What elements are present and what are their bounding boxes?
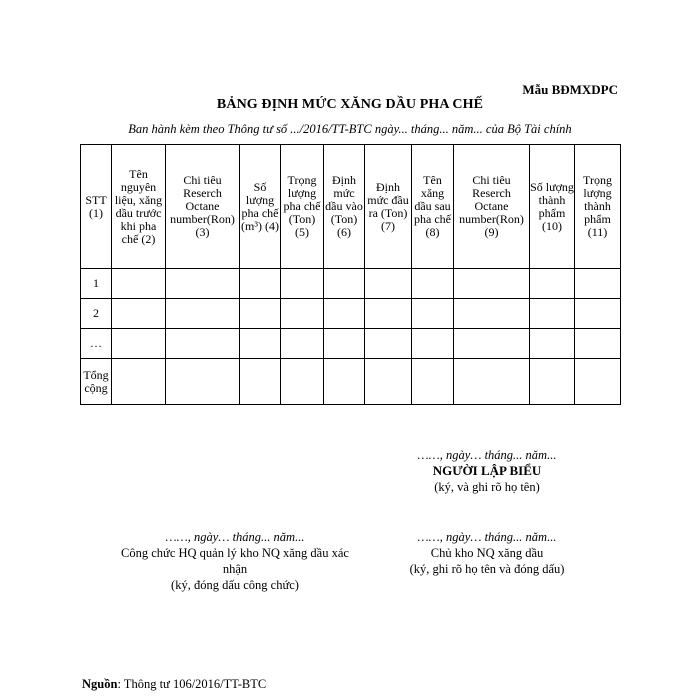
data-cell [112, 299, 166, 329]
norm-table [80, 144, 621, 405]
data-cell [365, 269, 412, 299]
form-code: Mẫu BĐMXDPC [522, 82, 618, 97]
header-cell: Chi tiêu Reserch Octane number(Ron) (9) [454, 145, 530, 269]
header-cell: Định mức dầu vào (Ton) (6) [324, 145, 365, 269]
data-cell [324, 359, 365, 405]
data-cell [530, 269, 575, 299]
warehouse-owner-signature-block [375, 529, 599, 577]
data-cell [112, 269, 166, 299]
data-cell [575, 269, 621, 299]
data-cell [412, 299, 454, 329]
row-number-cell: 1 [81, 269, 112, 299]
data-cell [240, 269, 281, 299]
customs-officer-signature-block [110, 529, 360, 593]
data-cell [112, 329, 166, 359]
data-cell [240, 359, 281, 405]
data-cell [324, 269, 365, 299]
table-row [81, 269, 621, 299]
data-cell [365, 329, 412, 359]
data-cell [281, 329, 324, 359]
data-cell [281, 299, 324, 329]
warehouse-owner-title: Chủ kho NQ xăng dầu [430, 546, 544, 560]
preparer-date: ……, ngày… tháng... năm... [417, 448, 557, 462]
header-cell: Chi tiêu Reserch Octane number(Ron) (3) [166, 145, 240, 269]
customs-officer-note: (ký, đóng dấu công chức) [171, 578, 299, 592]
data-cell [166, 329, 240, 359]
preparer-note: (ký, và ghi rõ họ tên) [434, 480, 540, 494]
data-cell [575, 359, 621, 405]
data-cell [412, 329, 454, 359]
source-text: : Thông tư 106/2016/TT-BTC [117, 677, 267, 691]
warehouse-owner-note: (ký, ghi rõ họ tên và đóng dấu) [409, 562, 565, 576]
header-cell: Tên nguyên liệu, xăng dầu trước khi pha chế (2) [112, 145, 166, 269]
data-cell [166, 359, 240, 405]
data-cell [454, 269, 530, 299]
header-cell: Số lượng pha chế (m³) (4) [240, 145, 281, 269]
data-cell [412, 359, 454, 405]
preparer-title: NGƯỜI LẬP BIỂU [432, 463, 542, 478]
table-row [81, 299, 621, 329]
header-cell: Số lượng thành phẩm (10) [530, 145, 575, 269]
header-cell: Tên xăng dầu sau pha chế (8) [412, 145, 454, 269]
data-cell [281, 359, 324, 405]
data-cell [454, 299, 530, 329]
data-cell [530, 299, 575, 329]
data-cell [166, 299, 240, 329]
header-row [81, 145, 621, 269]
header-cell: Định mức đầu ra (Ton) (7) [365, 145, 412, 269]
preparer-signature-block [375, 447, 599, 495]
document-subtitle: Ban hành kèm theo Thông tư số .../2016/TT-BTC ngày... tháng... năm... của Bộ Tài chính [128, 122, 572, 136]
data-cell [454, 329, 530, 359]
warehouse-owner-date: ……, ngày… tháng... năm... [417, 530, 557, 544]
data-cell [281, 269, 324, 299]
data-cell [365, 359, 412, 405]
data-cell [530, 359, 575, 405]
data-cell [412, 269, 454, 299]
header-cell: Trọng lượng thành phẩm (11) [575, 145, 621, 269]
customs-officer-date: ……, ngày… tháng... năm... [165, 530, 305, 544]
customs-officer-title: Công chức HQ quản lý kho NQ xăng dầu xác nhận [121, 546, 349, 576]
data-cell [324, 329, 365, 359]
data-cell [240, 329, 281, 359]
total-row [81, 359, 621, 405]
header-cell: STT (1) [81, 145, 112, 269]
data-cell [240, 299, 281, 329]
source-note [82, 677, 266, 692]
data-cell [454, 359, 530, 405]
row-number-cell: … [81, 329, 112, 359]
data-cell [575, 329, 621, 359]
data-cell [365, 299, 412, 329]
source-label: Nguồn [82, 677, 118, 691]
table-row [81, 329, 621, 359]
data-cell [530, 329, 575, 359]
data-cell [324, 299, 365, 329]
data-cell [166, 269, 240, 299]
header-cell: Trọng lượng pha chế (Ton) (5) [281, 145, 324, 269]
total-label-cell: Tổng cộng [81, 359, 112, 405]
norm-table-container [80, 144, 621, 405]
data-cell [575, 299, 621, 329]
data-cell [112, 359, 166, 405]
document-title: BẢNG ĐỊNH MỨC XĂNG DẦU PHA CHẾ [216, 97, 484, 112]
row-number-cell: 2 [81, 299, 112, 329]
